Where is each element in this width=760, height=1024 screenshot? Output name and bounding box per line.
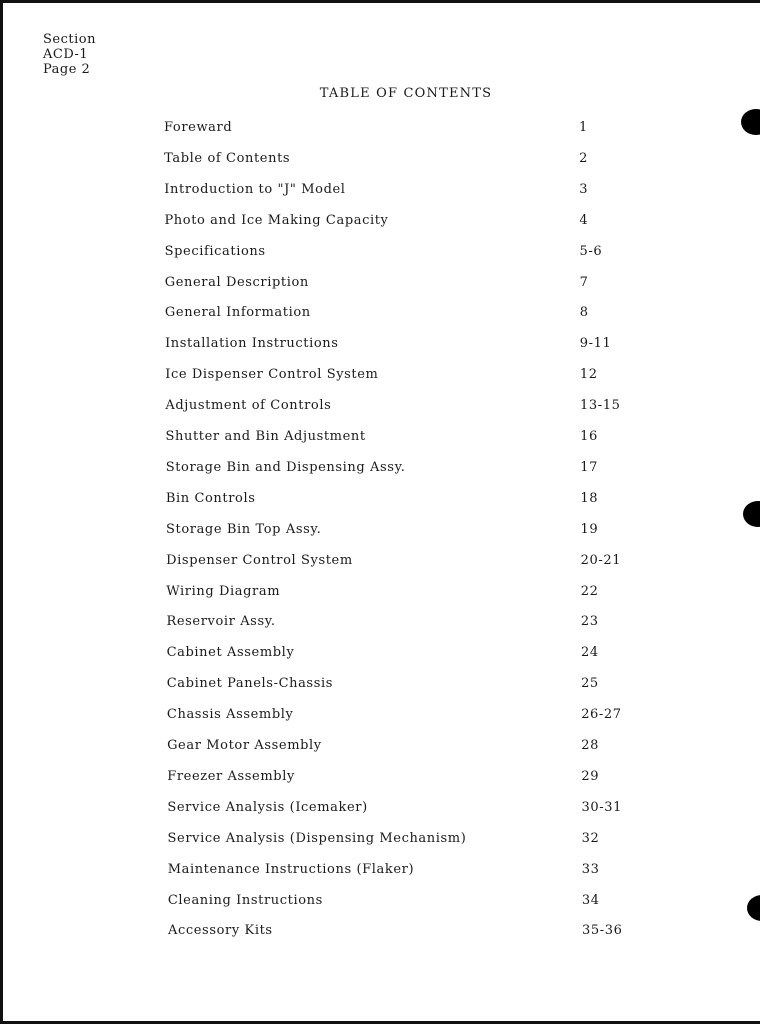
toc-row [3,182,760,202]
toc-entry-title: Bin Controls [165,490,256,506]
toc-page-number: 17 [580,459,599,475]
page-number-label: Page 2 [43,62,91,77]
toc-page-number: 22 [580,583,599,599]
toc-row [3,800,760,820]
toc-row [3,893,760,913]
toc-row [3,707,760,727]
toc-page-number: 13-15 [580,398,621,414]
toc-entry-title: Adjustment of Controls [165,398,332,414]
toc-page-number: 8 [579,305,589,321]
toc-row [3,367,760,387]
toc-entry-title: General Description [164,274,309,290]
toc-row [3,120,760,140]
toc-row [3,614,760,634]
toc-title: TABLE OF CONTENTS [319,86,493,101]
toc-entry-title: Specifications [164,243,266,259]
toc-entry-title: Storage Bin Top Assy. [166,521,322,537]
toc-page-number: 32 [581,830,600,846]
toc-page-number: 5-6 [579,243,603,259]
toc-row [3,460,760,480]
toc-page-number: 35-36 [582,923,623,939]
toc-row [3,923,760,943]
toc-entry-title: Maintenance Instructions (Flaker) [167,861,415,877]
toc-page-number: 33 [581,861,600,877]
toc-entry-title: General Information [164,305,311,321]
toc-entry-title: Dispenser Control System [166,552,353,568]
toc-row [3,244,760,264]
toc-row [3,862,760,882]
toc-page-number: 7 [579,274,589,290]
toc-page-number: 12 [579,367,598,383]
toc-entry-title: Photo and Ice Making Capacity [164,212,389,228]
toc-row [3,491,760,511]
toc-page-number: 25 [581,676,599,692]
toc-page-number: 19 [580,521,599,537]
toc-entry-title: Chassis Assembly [166,707,294,723]
toc-entry-title: Introduction to "J" Model [164,181,346,197]
document-code: ACD-1 [43,47,89,62]
toc-page-number: 16 [580,429,598,444]
toc-entry-title: Gear Motor Assembly [167,738,322,753]
toc-page-number: 34 [581,892,600,908]
toc-row [3,553,760,573]
toc-entry-title: Cleaning Instructions [167,892,323,908]
toc-entry-title: Service Analysis (Dispensing Mechanism) [167,830,467,846]
toc-entry-title: Shutter and Bin Adjustment [165,429,366,444]
toc-page-number: 4 [579,212,589,228]
toc-row [3,429,760,449]
toc-page-number: 9-11 [579,336,612,352]
toc-row [3,336,760,356]
toc-page-number: 29 [581,768,600,784]
toc-list [3,3,760,1024]
toc-row [3,151,760,171]
toc-page-number: 1 [579,120,588,135]
toc-row [3,738,760,758]
toc-row [3,305,760,325]
toc-page-number: 23 [580,614,599,630]
toc-entry-title: Service Analysis (Icemaker) [167,799,368,815]
toc-entry-title: Ice Dispenser Control System [165,367,379,383]
toc-row [3,676,760,696]
toc-entry-title: Cabinet Panels-Chassis [166,676,334,692]
toc-page-number: 30-31 [581,799,623,815]
section-label: Section [43,32,96,47]
toc-row [3,584,760,604]
toc-page-number: 2 [579,150,588,166]
toc-entry-title: Storage Bin and Dispensing Assy. [165,459,406,475]
toc-page-number: 26-27 [581,707,622,723]
toc-entry-title: Freezer Assembly [167,768,295,784]
toc-page-number: 20-21 [580,552,622,568]
toc-entry-title: Table of Contents [164,150,291,166]
toc-row [3,831,760,851]
toc-entry-title: Cabinet Assembly [166,645,295,661]
toc-entry-title: Reservoir Assy. [166,614,276,630]
toc-entry-title: Foreward [164,120,233,135]
toc-entry-title: Accessory Kits [168,923,273,939]
toc-row [3,275,760,295]
toc-page-number: 24 [580,645,599,661]
toc-entry-title: Installation Instructions [165,336,339,352]
toc-entry-title: Wiring Diagram [166,583,281,599]
toc-row [3,645,760,665]
toc-row [3,522,760,542]
toc-row [3,213,760,233]
toc-page-number: 18 [580,490,599,506]
toc-row [3,398,760,418]
toc-row [3,769,760,789]
toc-page-number: 3 [579,181,589,197]
toc-page-number: 28 [581,738,600,753]
